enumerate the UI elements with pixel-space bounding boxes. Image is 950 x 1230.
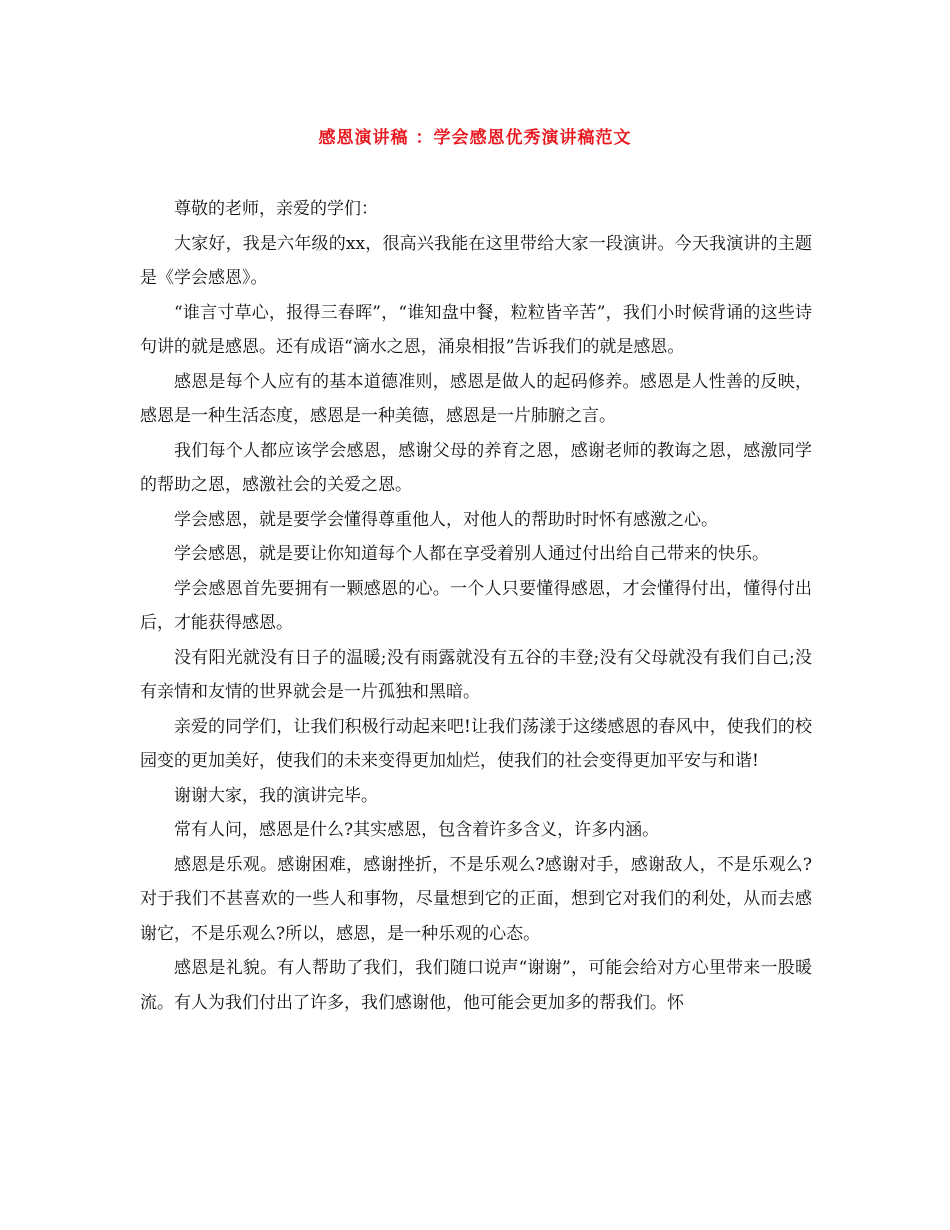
paragraph: 学会感恩首先要拥有一颗感恩的心。一个人只要懂得感恩，才会懂得付出，懂得付出后，才能获得感恩。: [140, 578, 812, 633]
paragraph: 没有阳光就没有日子的温暖;没有雨露就没有五谷的丰登;没有父母就没有我们自己;没有亲情和友情的世界就会是一片孤独和黑暗。: [140, 647, 812, 702]
paragraph-salutation: 尊敬的老师，亲爱的学们：: [174, 199, 378, 219]
paragraph: 学会感恩，就是要让你知道每个人都在享受着别人通过付出给自己带来的快乐。: [174, 544, 769, 564]
paragraph: 感恩是乐观。感谢困难，感谢挫折，不是乐观么?感谢对手，感谢敌人，不是乐观么?对于我们不甚喜欢的一些人和事物，尽量想到它的正面，想到它对我们的利处，从而去感谢它，不是乐观么?所以，感恩，是一种乐观的心态。: [140, 854, 812, 944]
paragraph: 感恩是礼貌。有人帮助了我们，我们随口说声“谢谢”，可能会给对方心里带来一股暖流。有人为我们付出了许多，我们感谢他，他可能会更加多的帮我们。怀: [140, 958, 812, 1013]
document-title: 感恩演讲稿 ：学会感恩优秀演讲稿范文: [318, 128, 632, 148]
document-body: [140, 192, 812, 1020]
paragraph-closing: 谢谢大家，我的演讲完毕。: [174, 785, 378, 806]
paragraph: 大家好，我是六年级的xx，很高兴我能在这里带给大家一段演讲。今天我演讲的主题是《学会感恩》。: [140, 233, 812, 288]
paragraph: 感恩是每个人应有的基本道德准则，感恩是做人的起码修养。感恩是人性善的反映，感恩是一种生活态度，感恩是一种美德，感恩是一片肺腑之言。: [140, 371, 812, 426]
paragraph: 学会感恩，就是要学会懂得尊重他人，对他人的帮助时时怀有感激之心。: [174, 509, 718, 530]
paragraph: 常有人问，感恩是什么?其实感恩，包含着许多含义，许多内涵。: [174, 820, 660, 840]
paragraph: 我们每个人都应该学会感恩，感谢父母的养育之恩，感谢老师的教诲之恩，感激同学的帮助之恩，感激社会的关爱之恩。: [140, 440, 812, 495]
paragraph: “谁言寸草心，报得三春晖”，“谁知盘中餐，粒粒皆辛苦”，我们小时候背诵的这些诗句讲的就是感恩。还有成语“滴水之恩，涌泉相报”告诉我们的就是感恩。: [140, 302, 812, 357]
paragraph: 亲爱的同学们，让我们积极行动起来吧!让我们荡漾于这缕感恩的春风中，使我们的校园变的更加美好，使我们的未来变得更加灿烂，使我们的社会变得更加平安与和谐!: [140, 716, 812, 771]
